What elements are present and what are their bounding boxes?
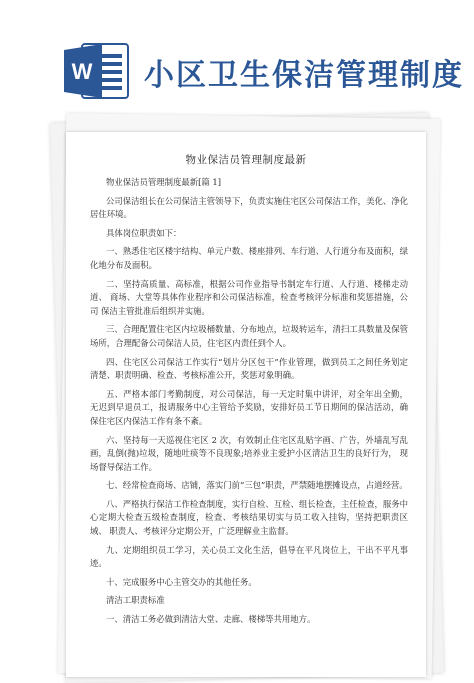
- doc-paragraph: 一、清洁工务必做到清洁大堂、走廊、楼梯等共用地方。: [106, 614, 316, 625]
- document-banner: [0, 0, 474, 118]
- banner-title: 小区卫生保洁管理制度: [144, 58, 464, 93]
- doc-paragraph: 清洁工职责标准: [106, 595, 165, 606]
- document-page: [66, 132, 426, 677]
- doc-paragraph: 物业保洁员管理制度最新[篇 1]: [106, 177, 222, 187]
- document-title: 物业保洁员管理制度最新: [185, 154, 307, 166]
- doc-paragraph: 六、坚持每一天巡视住宅区 2 次，有效制止住宅区乱贴字画、广告，外墙乱写乱画，乱倒(抛)垃圾，随地吐痰等不良现象;培养业主爱护小区清洁卫生的良好行为， 现场督导保洁工作。: [90, 434, 408, 472]
- doc-paragraph: 十、完成服务中心主管交办的其他任务。: [106, 576, 257, 587]
- doc-paragraph: 五、严格本部门考勤制度，对公司保洁，每一天定时集中讲评，对全年出全勤， 无迟到早退员工，报请服务中心主管给予奖励，安排好员工节日期间的保洁活动，确 保住宅区内保洁工作有条不紊。: [90, 388, 408, 426]
- word-document-icon: [62, 40, 132, 102]
- doc-paragraph: 公司保洁组长在公司保洁主管领导下，负责实施住宅区公司保洁工作，美化、净化 居住环境。: [90, 195, 408, 220]
- document-body: [90, 176, 408, 632]
- doc-paragraph: 具体岗位职责如下：: [106, 227, 182, 238]
- doc-paragraph: 三、合理配置住宅区内垃圾桶数量、分布地点，垃圾转运车，清扫工具数量及保管 场所，合理配备公司保洁人员，住宅区内责任到个人。: [90, 324, 408, 348]
- doc-paragraph: 一、熟悉住宅区楼宇结构、单元户数、楼座排列、车行道、人行道分布及面积，绿 化地分布及面积。: [90, 246, 408, 270]
- doc-paragraph: 八、严格执行保洁工作检查制度，实行自检、互检、组长检查，主任检查，服务中 心定期大检查五级检查制度，检查、考核结果切实与员工收入挂钩，坚持把职责区域、 职责人、考核评分定期公开，广泛理解业主监督。: [90, 498, 408, 537]
- word-logo-letter: W: [71, 59, 93, 84]
- doc-paragraph: 四、住宅区公司保洁工作实行“划片分区包干”作业管理，做到员工之间任务划定 清楚、职责明确、检查、考核标准公开，奖惩对象明确。: [90, 356, 408, 381]
- doc-paragraph: 二、坚持高质量、高标准，根据公司作业指导书制定车行道、人行道、楼梯走动道、 商场、大堂等具体作业程序和公司保洁标准，检查考核评分标准和奖惩措施，公司 保洁主管批准后组织并实施。: [90, 278, 408, 316]
- doc-paragraph: 七、经常检查商场、店铺，落实门前“三包”职责，严禁随地摆摊设点，占道经营。: [106, 480, 408, 491]
- doc-paragraph: 九、定期组织员工学习，关心员工文化生活，倡导在平凡岗位上，干出不平凡事迹。: [90, 544, 408, 569]
